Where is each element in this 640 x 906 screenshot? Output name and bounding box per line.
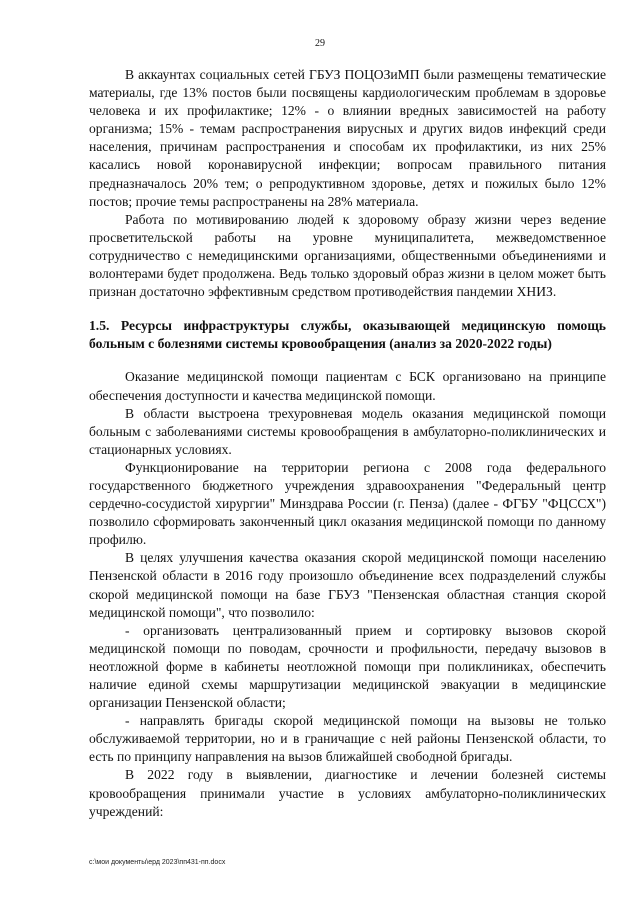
paragraph-healthy-lifestyle: Работа по мотивированию людей к здоровому образу жизни через ведение просветительской работы на уровне муниципалитета, межведомственное сотрудничество с немедицинскими организациями, общественными объединениями и волонтерами будет продолжена. Ведь только здоровый образ жизни в целом может быть признан достаточно эффективным средством противодействия пандемии ХНИЗ. [89,211,606,300]
list-item-brigade-dispatch: - направлять бригады скорой медицинской помощи на вызовы не только обслуживаемой территории, но и в граничащие с ней районы Пензенской области, то есть по принципу направления на вызов ближайшей свободной бригады. [89,713,606,765]
page-number: 29 [315,38,325,49]
section-heading: 1.5. Ресурсы инфраструктуры службы, оказывающей медицинскую помощь больным с болезнями системы кровообращения (анализ за 2020-2022 годы) [89,318,606,352]
paragraph-three-level-model: В области выстроена трехуровневая модель оказания медицинской помощи больным с заболеваниями системы кровообращения в амбулаторно-поликлинических и стационарных условиях. [89,405,606,457]
paragraph-federal-center: Функционирование на территории региона с 2008 года федерального государственного бюджетного учреждения здравоохранения "Федеральный центр сердечно-сосудистой хирургии" Минздрава России (г. Пенза) (далее - ФГБУ "ФЦССХ") позволило сформировать законченный цикл оказания медицинской помощи по данному профилю. [89,459,606,548]
list-item-centralized-intake: - организовать централизованный прием и сортировку вызовов скорой медицинской помощи по поводам, срочности и профильности, передачу вызовов в неотложной форме в кабинеты неотложной помощи при поликлиниках, обеспечить наличие единой схемы маршрутизации медицинской эвакуации в медицинские организации Пензенской области; [89,622,606,711]
paragraph-social-media-stats: В аккаунтах социальных сетей ГБУЗ ПОЦОЗиМП были размещены тематические материалы, где 13% постов были посвящены кардиологическим проблемам в здоровье человека и их профилактике; 12% - о влиянии вредных зависимостей на работу организма; 15% - темам распространения вирусных и других видов инфекций среди населения, причинам распространения и способам их профилактики, из них 25% касались новой коронавирусной инфекции; вопросам правильного питания предназначалось 20% тем; о репродуктивном здоровье, детях и пожилых было 12% постов; прочие темы распространены на 28% материала. [89,67,606,209]
paragraph-2022-participation: В 2022 году в выявлении, диагностике и лечении болезней системы кровообращения принимали участие в условиях амбулаторно-поликлинических учреждений: [89,767,606,819]
paragraph-care-access: Оказание медицинской помощи пациентам с БСК организовано на принципе обеспечения доступности и качества медицинской помощи. [89,369,606,403]
document-body [89,66,606,821]
footer-file-path: c:\мои документы\ерд 2023\пп431-пп.docx [89,859,226,866]
paragraph-emergency-merger: В целях улучшения качества оказания скорой медицинской помощи населению Пензенской области в 2016 году произошло объединение всех подразделений службы скорой медицинской помощи на базе ГБУЗ "Пензенская областная станция скорой медицинской помощи", что позволило: [89,550,606,620]
